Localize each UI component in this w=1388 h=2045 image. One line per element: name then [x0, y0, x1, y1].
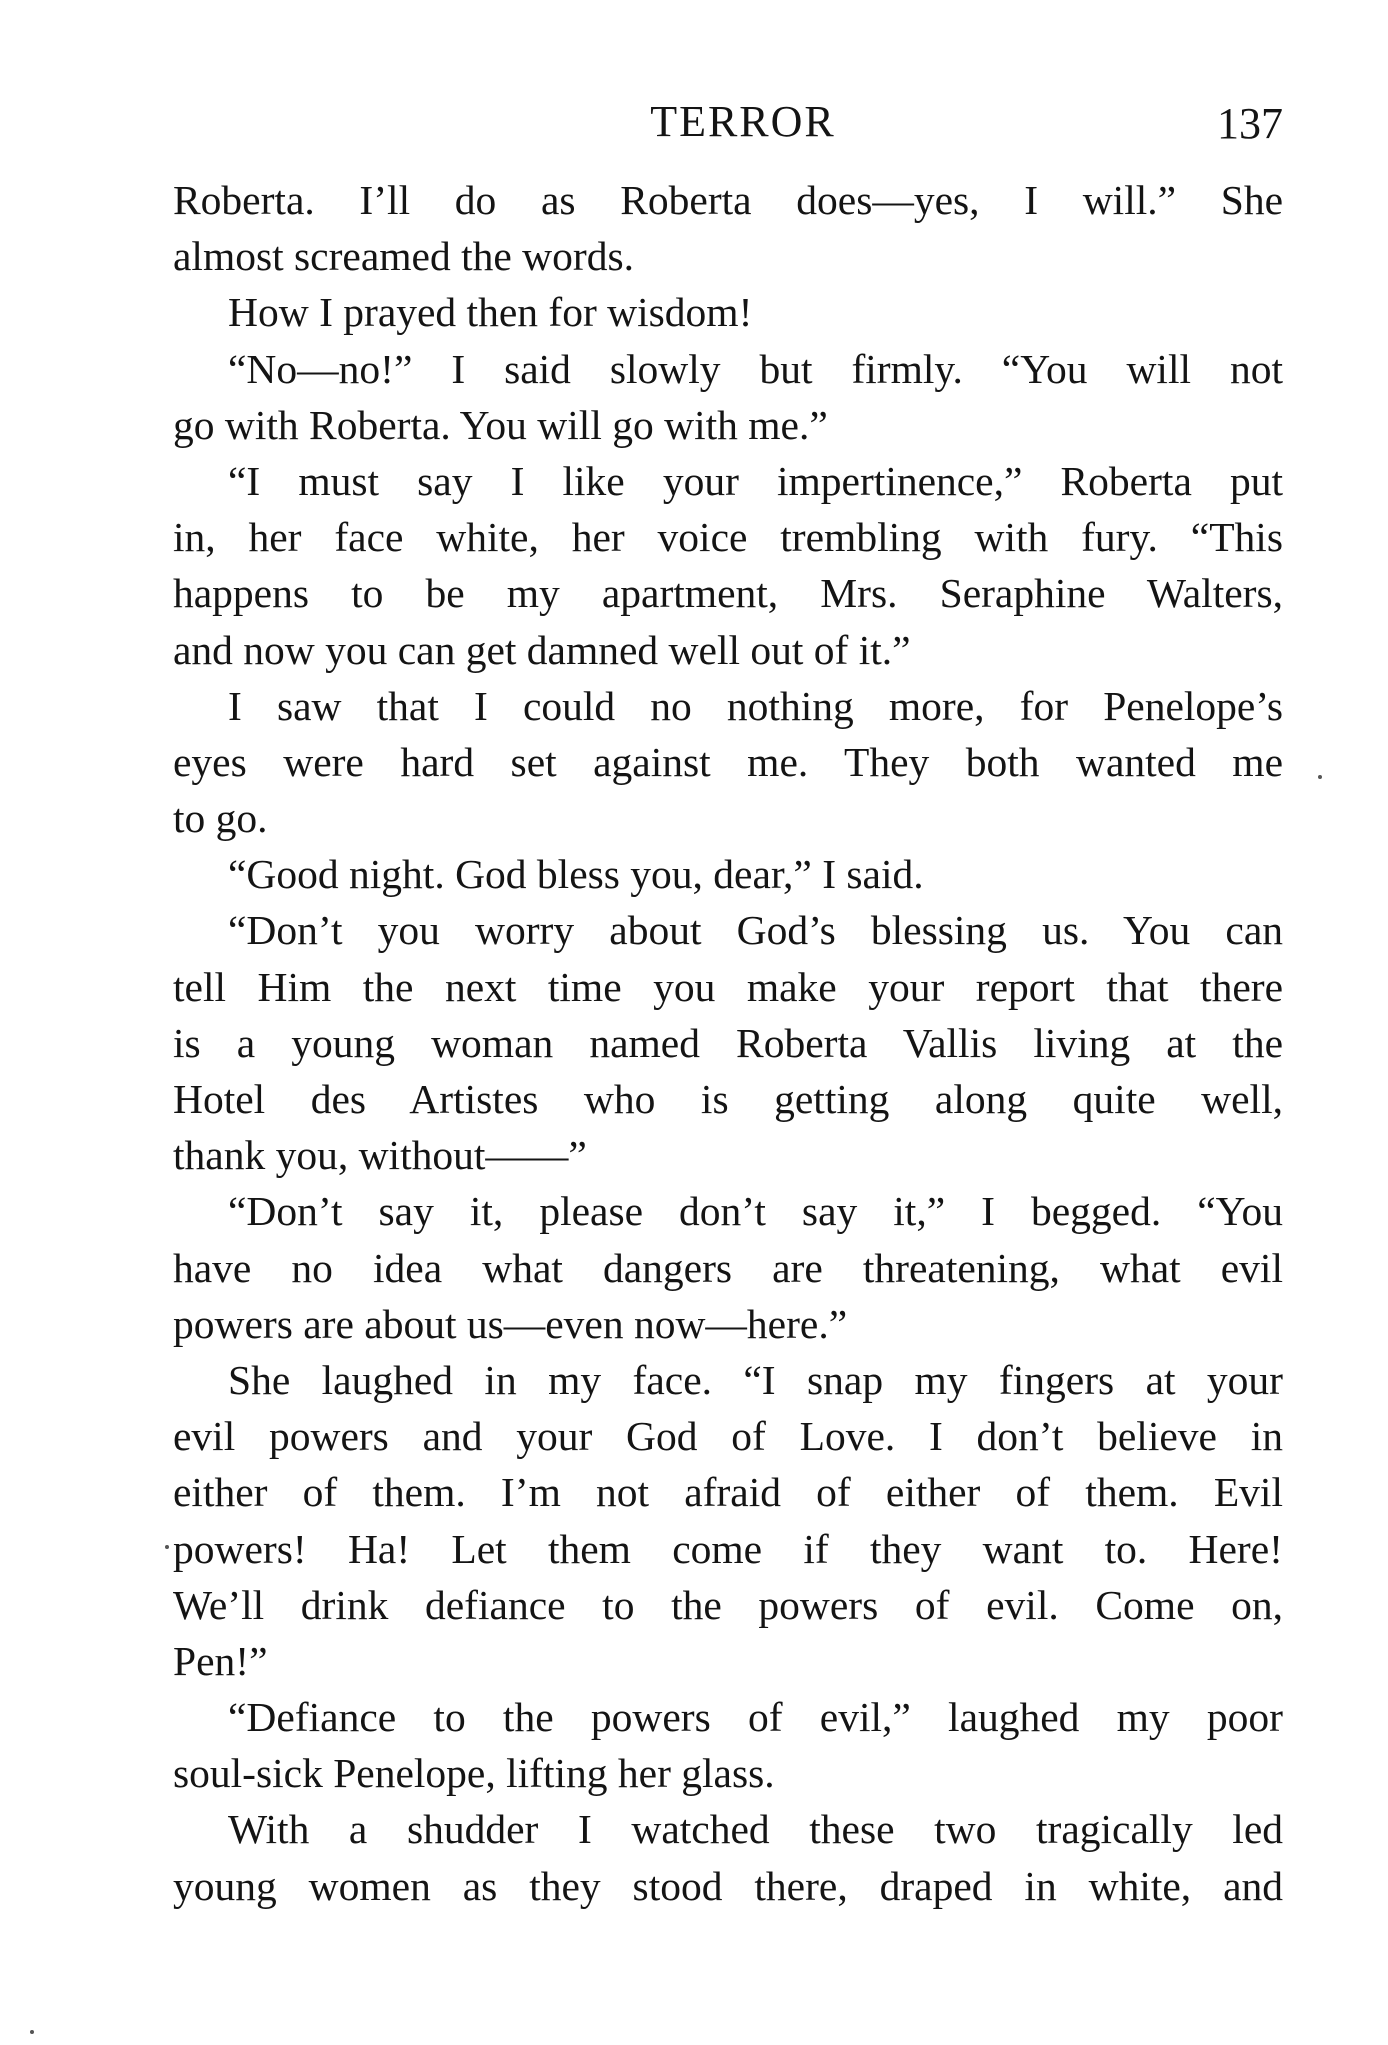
- paper-speck: [30, 2030, 34, 2034]
- page-header: [173, 92, 1283, 152]
- body-text: [173, 172, 1283, 1914]
- text-line: “I must say I like your impertinence,” Roberta put: [228, 457, 1283, 504]
- text-line: either of them. I’m not afraid of either of them. Evil: [173, 1469, 1283, 1516]
- page-number: 137: [1217, 99, 1283, 148]
- text-line: With a shudder I watched these two tragically led: [228, 1806, 1283, 1853]
- paper-speck: [1318, 775, 1322, 779]
- text-line: “Don’t you worry about God’s blessing us. You can: [228, 907, 1283, 954]
- text-line: to go.: [173, 795, 268, 842]
- text-line: powers! Ha! Let them come if they want to. Here!: [173, 1525, 1283, 1572]
- text-line: I saw that I could no nothing more, for Penelope’s: [228, 682, 1283, 729]
- text-line: “Defiance to the powers of evil,” laughed my poor: [228, 1694, 1283, 1741]
- text-line: almost screamed the words.: [173, 233, 634, 280]
- text-line: Pen!”: [173, 1637, 268, 1684]
- text-line: Roberta. I’ll do as Roberta does—yes, I will.” She: [173, 177, 1283, 223]
- text-line: happens to be my apartment, Mrs. Seraphine Walters,: [173, 570, 1283, 617]
- text-line: have no idea what dangers are threatening, what evil: [173, 1244, 1283, 1291]
- text-line: We’ll drink defiance to the powers of evil. Come on,: [173, 1581, 1283, 1628]
- running-head: TERROR: [650, 97, 836, 146]
- text-line: is a young woman named Roberta Vallis living at the: [173, 1019, 1283, 1066]
- text-line: thank you, without——”: [173, 1132, 587, 1179]
- text-line: She laughed in my face. “I snap my fingers at your: [228, 1356, 1283, 1403]
- text-line: How I prayed then for wisdom!: [228, 289, 753, 336]
- text-line: Hotel des Artistes who is getting along quite well,: [173, 1076, 1283, 1122]
- text-line: and now you can get damned well out of it.”: [173, 626, 911, 673]
- text-line: powers are about us—even now—here.”: [173, 1300, 848, 1347]
- text-line: evil powers and your God of Love. I don’t believe in: [173, 1413, 1283, 1460]
- text-line: “Good night. God bless you, dear,” I said.: [228, 851, 924, 898]
- text-line: “Don’t say it, please don’t say it,” I begged. “You: [228, 1188, 1283, 1235]
- text-line: eyes were hard set against me. They both wanted me: [173, 738, 1283, 785]
- text-line: young women as they stood there, draped in white, and: [173, 1862, 1283, 1909]
- paper-speck: [165, 1545, 169, 1549]
- text-line: in, her face white, her voice trembling with fury. “This: [173, 514, 1283, 561]
- text-line: soul-sick Penelope, lifting her glass.: [173, 1750, 775, 1797]
- text-line: tell Him the next time you make your report that there: [173, 963, 1283, 1010]
- text-line: go with Roberta. You will go with me.”: [173, 401, 828, 448]
- text-line: “No—no!” I said slowly but firmly. “You will not: [228, 345, 1283, 392]
